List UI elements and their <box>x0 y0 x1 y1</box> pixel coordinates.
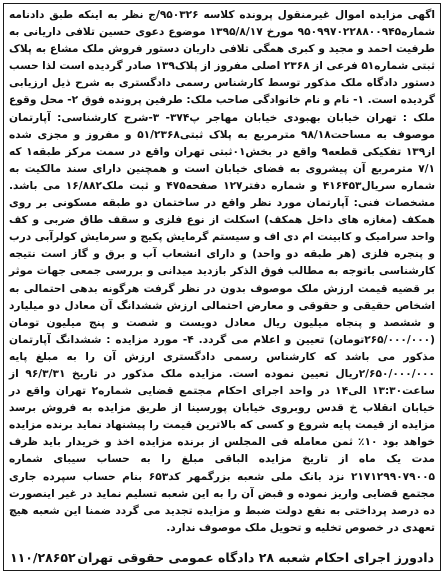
notice-footer <box>10 547 434 567</box>
auction-notice <box>3 3 441 571</box>
notice-body-text: اگهی مزایده اموال غیرمنقول پرونده کلاسه ۹۵۰۳۲۶/ج نظر به اینکه طبق دادنامه شماره۹۵۰۹۹۷۰۲۲۸۸۰۰۹۴۵ مورخ ۱۳۹۵/۸/۱۷ موضوع دعوی حسین تلافی داریانی به طرفیت احمد و مجید و کبری همگی تلافی داریان دستور فروش ملک مشاع به پلاک ثبتی شماره۵۱ فرعی از ۲۳۶۸ اصلی مفروز از پلاک۱۳۹ صادر گردیده است لذا حسب دستور دادگاه ملک مذکور توسط کارشناس رسمی دادگستری به شرح ذیل ارزیابی گردیده است. ۱- نام و نام خانوادگی صاحب ملک: طرفین پرونده فوق ۲- محل وقوع ملک : تهران خیابان بهبودی خیابان مهاجر پ۳۷۴- ۳-شرح کارشناسی: آپارتمان موصوف به مساحت۹۸/۱۸ مترمربع به پلاک ثبتی۵۱/۲۳۶۸ و مفروز و مجزی شده از۱۳۹ تفکیکی قطعه۹ واقع در بخش۰۱ثبتی تهران واقع در سمت مرکز طبقه۱ که ۷/۱ مترمربع آن پیشروی به فضای خیابان است و همچنین دارای سند مالکیت به شماره سریال۴۱۶۴۵۳ و شماره دفتر۱۲۷ صفحه۴۷۵ و ثبت ملک۱۶/۸۸۲ می باشد. مشخصات فنی: آپارتمان مورد نظر واقع در ساختمان دو طبقه مسکونی بر روی همکف (مغازه های داخل همکف) اسکلت از نوع فلزی و سقف طاق ضربی و کف واحد سرامیک و کابینت ام دی اف و سیستم گرمایش پکیج و سرمایش کولرآبی درب و پنجره فلزی (هر طبقه دو واحد) و دارای انشعاب آب و برق و گاز است نتیجه کارشناسی باتوجه به مطالب فوق الذکر بازدید میدانی و بررسی جمعی جهات موثر بر قضیه قیمت ارزش ملک موصوف بدون در نظر گرفت هرگونه بدهی احتمالی به اشخاص حقیقی و حقوقی و معارض احتمالی ارزش ششدانگ آن معادل دو میلیارد و ششصد و پنجاه میلیون ریال معادل دویست و شصت و پنج میلیون تومان (۲۶۵/۰۰۰/۰۰۰تومان) تعیین و اعلام می گردد. ۴- مورد مزایده : ششدانگ آپارتمان مذکور می باشد که کارشناس رسمی دادگستری ارزش آن را به مبلغ پایه ۲/۶۵۰/۰۰۰/۰۰۰ریال تعیین نموده است. مزایده ملک مذکور در تاریخ ۹۶/۳/۳۱ از ساعت۱۳:۳۰ الی۱۴ در واحد اجرای احکام مجتمع قضایی شماره۲ تهران واقع در خیابان انقلاب خ قدس روبروی خیابان پورسینا از طریق مزایده به فروش برسد مزایده از قیمت پایه شروع و کسی که بالاترین قیمت را پیشنهاد نماید برنده مزایده خواهد بود ۱۰٪ ثمن معامله فی المجلس از برنده مزایده اخذ و خریدار باید ظرف مدت یک ماه از تاریخ مزایده الباقی مبلغ را به حساب سیبای شماره ۲۱۷۱۲۹۹۰۷۹۰۰۵ نزد بانک ملی شعبه بزرگمهر کد۶۵۳ بنام حساب سپرده جاری مجتمع قضایی واریز نموده و قبض آن را به این شعبه تسلیم نماید در غیر اینصورت ده درصد پرداختی به نفع دولت ضبط و مزایده تجدید می گردد ضمنا این شعبه هیچ تعهدی در خصوص تخلیه و تحویل ملک موصوف ندارد. <box>9 9 435 534</box>
notice-reference-code: ۱۱۰/۲۸۶۵۲ <box>10 549 76 565</box>
issuing-office-signature: دادورز اجرای احکام شعبه ۲۸ دادگاه عمومی حقوقی تهران <box>77 549 434 565</box>
